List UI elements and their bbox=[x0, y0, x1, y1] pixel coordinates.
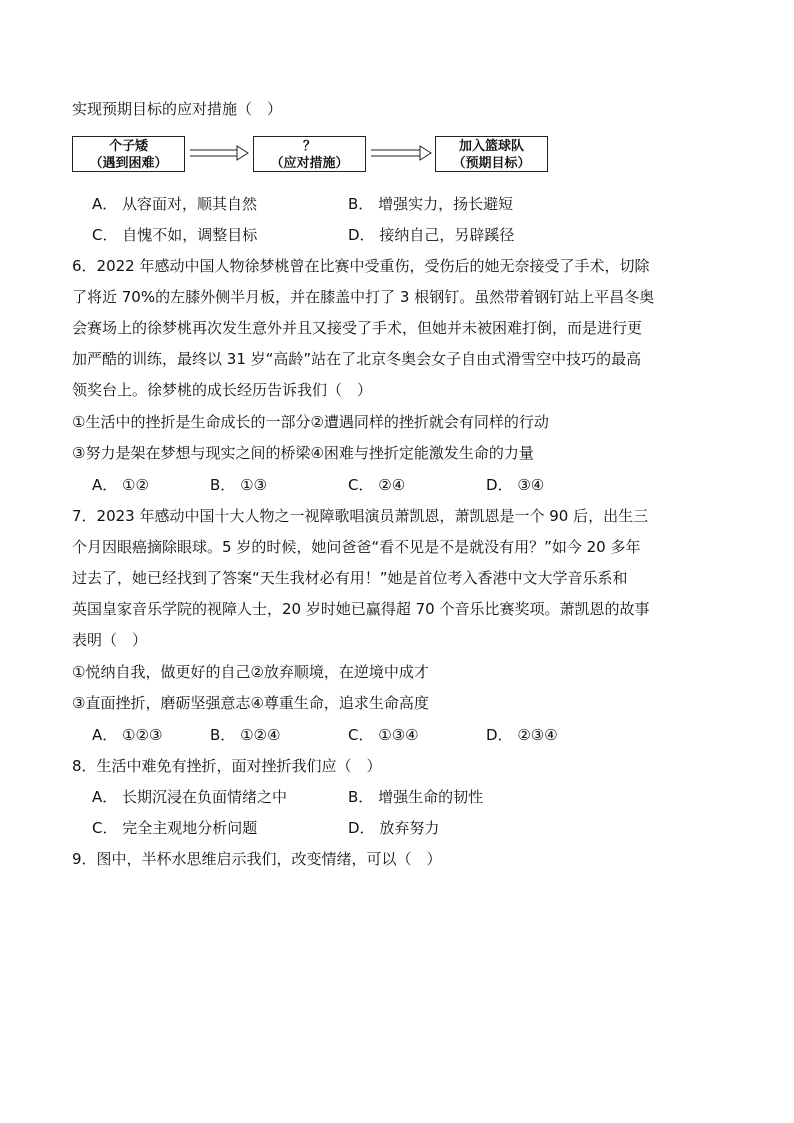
q5-option-c[interactable] bbox=[92, 225, 257, 245]
flow-box-measure-line2: （应对措施） bbox=[270, 156, 349, 171]
q6-line-4: 加严酷的训练，最终以 31 岁“高龄”站在了北京冬奥会女子自由式滑雪空中技巧的最高 bbox=[72, 350, 642, 368]
option-letter: B． bbox=[210, 476, 236, 494]
flow-box-measure bbox=[253, 136, 366, 172]
option-letter: C． bbox=[348, 476, 374, 494]
option-letter: D． bbox=[348, 226, 375, 244]
flow-arrow-2-icon bbox=[370, 145, 432, 161]
q5-option-a[interactable] bbox=[92, 194, 257, 214]
option-letter: B． bbox=[348, 788, 374, 806]
q7-statements-2: ③直面挫折，磨砺坚强意志④尊重生命，追求生命高度 bbox=[72, 694, 429, 712]
option-letter: C． bbox=[348, 726, 374, 744]
option-letter: C． bbox=[92, 226, 118, 244]
option-text: ①②④ bbox=[240, 726, 281, 744]
q5-stem: 实现预期目标的应对措施（ ） bbox=[72, 100, 283, 118]
option-text: ③④ bbox=[517, 476, 545, 494]
option-text: ①② bbox=[122, 476, 149, 494]
option-text: 增强实力，扬长避短 bbox=[378, 195, 514, 213]
q7-line-5: 表明（ ） bbox=[72, 631, 148, 649]
q7-option-b[interactable] bbox=[210, 725, 280, 745]
option-letter: A． bbox=[92, 476, 118, 494]
q5-option-b[interactable] bbox=[348, 194, 513, 214]
q6-line-1: 6．2022 年感动中国人物徐梦桃曾在比赛中受重伤，受伤后的她无奈接受了手术，切除 bbox=[72, 257, 650, 275]
option-letter: B． bbox=[210, 726, 236, 744]
option-letter: A． bbox=[92, 195, 118, 213]
q7-option-c[interactable] bbox=[348, 725, 419, 745]
option-text: 放弃努力 bbox=[379, 819, 440, 837]
q7-statements-1: ①悦纳自我，做更好的自己②放弃顺境，在逆境中成才 bbox=[72, 663, 429, 681]
option-text: 长期沉浸在负面情绪之中 bbox=[122, 788, 288, 806]
option-letter: D． bbox=[486, 476, 513, 494]
q7-option-d[interactable] bbox=[486, 725, 558, 745]
q7-line-2: 个月因眼癌摘除眼球。5 岁的时候，她问爸爸“看不见是不是就没有用？”如今 20 多年 bbox=[72, 538, 641, 556]
option-letter: A． bbox=[92, 788, 118, 806]
option-letter: C． bbox=[92, 819, 118, 837]
flow-box-goal bbox=[435, 136, 548, 172]
option-text: ①③④ bbox=[378, 726, 419, 744]
q6-line-2: 了将近 70%的左膝外侧半月板，并在膝盖中打了 3 根钢钉。虽然带着钢钉站上平昌冬奥 bbox=[72, 288, 655, 306]
flow-box-measure-line1: ？ bbox=[302, 139, 316, 154]
q7-option-a[interactable] bbox=[92, 725, 162, 745]
q6-statements-2: ③努力是架在梦想与现实之间的桥梁④困难与挫折定能激发生命的力量 bbox=[72, 444, 534, 462]
q6-option-c[interactable] bbox=[348, 475, 405, 495]
option-text: ②④ bbox=[378, 476, 406, 494]
option-letter: A． bbox=[92, 726, 118, 744]
q6-option-a[interactable] bbox=[92, 475, 149, 495]
q8-stem: 8．生活中难免有挫折，面对挫折我们应（ ） bbox=[72, 757, 382, 775]
option-text: 接纳自己，另辟蹊径 bbox=[379, 226, 515, 244]
q6-option-b[interactable] bbox=[210, 475, 267, 495]
q8-option-a[interactable] bbox=[92, 787, 287, 807]
flow-arrow-1-icon bbox=[189, 145, 249, 161]
option-text: 完全主观地分析问题 bbox=[122, 819, 258, 837]
option-text: ①③ bbox=[240, 476, 267, 494]
q6-line-3: 会赛场上的徐梦桃再次发生意外并且又接受了手术，但她并未被困难打倒，而是进行更 bbox=[72, 319, 643, 337]
option-text: 增强生命的韧性 bbox=[378, 788, 484, 806]
option-letter: B． bbox=[348, 195, 374, 213]
q8-option-d[interactable] bbox=[348, 818, 439, 838]
flow-box-difficulty bbox=[72, 136, 185, 172]
option-text: ②③④ bbox=[517, 726, 558, 744]
q5-option-d[interactable] bbox=[348, 225, 514, 245]
q6-line-5: 领奖台上。徐梦桃的成长经历告诉我们（ ） bbox=[72, 381, 373, 399]
q6-option-d[interactable] bbox=[486, 475, 544, 495]
q7-line-1: 7．2023 年感动中国十大人物之一视障歌唱演员萧凯恩，萧凯恩是一个 90 后，出生三 bbox=[72, 507, 649, 525]
q8-option-c[interactable] bbox=[92, 818, 257, 838]
option-text: 从容面对，顺其自然 bbox=[122, 195, 258, 213]
option-text: ①②③ bbox=[122, 726, 163, 744]
flow-box-difficulty-line2: （遇到困难） bbox=[89, 156, 168, 171]
option-letter: D． bbox=[486, 726, 513, 744]
option-letter: D． bbox=[348, 819, 375, 837]
q9-stem: 9．图中，半杯水思维启示我们，改变情绪，可以（ ） bbox=[72, 850, 442, 868]
q7-line-3: 过去了，她已经找到了答案“天生我材必有用！”她是首位考入香港中文大学音乐系和 bbox=[72, 569, 628, 587]
q8-option-b[interactable] bbox=[348, 787, 483, 807]
flow-box-difficulty-line1: 个子矮 bbox=[108, 139, 148, 154]
q6-statements-1: ①生活中的挫折是生命成长的一部分②遭遇同样的挫折就会有同样的行动 bbox=[72, 413, 549, 431]
flow-box-goal-line1: 加入篮球队 bbox=[458, 139, 524, 154]
q7-line-4: 英国皇家音乐学院的视障人士，20 岁时她已赢得超 70 个音乐比赛奖项。萧凯恩的故事 bbox=[72, 600, 650, 618]
flow-box-goal-line2: （预期目标） bbox=[452, 156, 531, 171]
option-text: 自愧不如，调整目标 bbox=[122, 226, 258, 244]
